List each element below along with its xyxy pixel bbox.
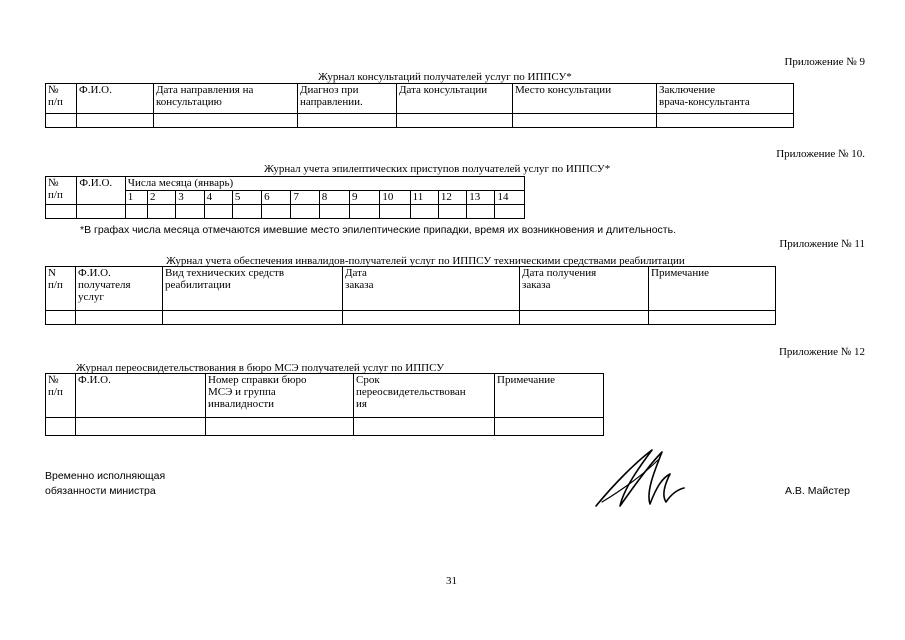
appendix-10-title: Журнал учета эпилептических приступов получателей услуг по ИППСУ*: [264, 163, 611, 175]
header-cell: Номер справки бюро МСЭ и группа инвалидности: [206, 374, 354, 418]
header-cell: Ф.И.О.: [77, 84, 154, 114]
table-cell: [46, 114, 77, 128]
table-cell: [125, 205, 147, 219]
table-cell: [513, 114, 657, 128]
header-cell: Место консультации: [513, 84, 657, 114]
header-cell: № п/п: [46, 374, 76, 418]
header-cell: Дата получения заказа: [520, 267, 649, 311]
consultations-journal-table: [45, 83, 794, 128]
table-cell: [46, 418, 76, 436]
table-cell: [148, 205, 176, 219]
table-cell: [380, 205, 410, 219]
table-cell: [46, 311, 76, 325]
rehab-equipment-journal-table: [45, 266, 776, 325]
table-cell: [298, 114, 397, 128]
table-cell: [350, 205, 380, 219]
table-cell: [206, 418, 354, 436]
header-cell: Вид технических средств реабилитации: [163, 267, 343, 311]
header-cell: Дата заказа: [343, 267, 520, 311]
day-cell: 5: [232, 191, 261, 205]
signatory-position-line1: Временно исполняющая: [45, 470, 166, 482]
header-cell: Ф.И.О. получателя услуг: [76, 267, 163, 311]
table-row: [46, 205, 525, 219]
table-header-row: [46, 267, 776, 311]
table-cell: [46, 205, 77, 219]
table-cell: [410, 205, 438, 219]
table-cell: [319, 205, 349, 219]
header-cell: Заключение врача-консультанта: [657, 84, 794, 114]
table-cell: [657, 114, 794, 128]
appendix-11-label: Приложение № 11: [779, 238, 865, 250]
table-cell: [154, 114, 298, 128]
table-cell: [77, 205, 125, 219]
table-row: [46, 311, 776, 325]
table-cell: [467, 205, 495, 219]
header-cell: Примечание: [649, 267, 776, 311]
signatory-name: А.В. Майстер: [785, 485, 850, 497]
appendix-10-label: Приложение № 10.: [776, 148, 865, 160]
day-cell: 2: [148, 191, 176, 205]
header-cell: Примечание: [495, 374, 604, 418]
day-cell: 7: [291, 191, 319, 205]
handwritten-signature: [592, 444, 702, 514]
day-cell: 4: [204, 191, 232, 205]
header-cell: Дата направления на консультацию: [154, 84, 298, 114]
table-cell: [649, 311, 776, 325]
table-cell: [262, 205, 291, 219]
header-cell: N п/п: [46, 267, 76, 311]
day-cell: 11: [410, 191, 438, 205]
table-cell: [76, 311, 163, 325]
table-cell: [495, 205, 525, 219]
table-cell: [397, 114, 513, 128]
day-cell: 12: [438, 191, 466, 205]
day-cell: 13: [467, 191, 495, 205]
appendix-10-footnote: *В графах числа месяца отмечаются имевшие место эпилептические припадки, время их возникновения и длительность.: [80, 224, 677, 236]
signatory-position-line2: обязанности министра: [45, 485, 156, 497]
table-cell: [77, 114, 154, 128]
header-cell: Ф.И.О.: [76, 374, 206, 418]
header-cell: № п/п: [46, 84, 77, 114]
header-cell: № п/п: [46, 177, 77, 205]
appendix-9-title: Журнал консультаций получателей услуг по ИППСУ*: [318, 71, 572, 83]
header-cell: Дата консультации: [397, 84, 513, 114]
table-cell: [204, 205, 232, 219]
table-cell: [76, 418, 206, 436]
day-cell: 1: [125, 191, 147, 205]
day-cell: 6: [262, 191, 291, 205]
day-cell: 10: [380, 191, 410, 205]
epileptic-seizures-journal-table: [45, 176, 525, 219]
day-cell: 8: [319, 191, 349, 205]
table-cell: [343, 311, 520, 325]
table-header-row: [46, 84, 794, 114]
header-cell: Числа месяца (январь): [125, 177, 524, 191]
appendix-9-label: Приложение № 9: [784, 56, 865, 68]
table-cell: [438, 205, 466, 219]
table-header-row: [46, 177, 525, 191]
table-row: [46, 418, 604, 436]
appendix-11-title: Журнал учета обеспечения инвалидов-получателей услуг по ИППСУ техническими средствами реабилитации: [166, 255, 685, 267]
appendix-12-label: Приложение № 12: [778, 346, 865, 358]
mse-reexamination-journal-table: [45, 373, 604, 436]
table-cell: [163, 311, 343, 325]
table-cell: [520, 311, 649, 325]
header-cell: Срок переосвидетельствован ия: [354, 374, 495, 418]
table-cell: [354, 418, 495, 436]
appendix-12-title: Журнал переосвидетельствования в бюро МСЭ получателей услуг по ИППСУ: [76, 362, 445, 374]
day-cell: 9: [350, 191, 380, 205]
day-cell: 3: [176, 191, 204, 205]
table-header-row: [46, 374, 604, 418]
header-cell: Диагноз при направлении.: [298, 84, 397, 114]
table-cell: [495, 418, 604, 436]
page-number: 31: [446, 575, 457, 587]
header-cell: Ф.И.О.: [77, 177, 125, 205]
table-cell: [176, 205, 204, 219]
day-cell: 14: [495, 191, 525, 205]
table-row: [46, 114, 794, 128]
table-cell: [291, 205, 319, 219]
table-cell: [232, 205, 261, 219]
